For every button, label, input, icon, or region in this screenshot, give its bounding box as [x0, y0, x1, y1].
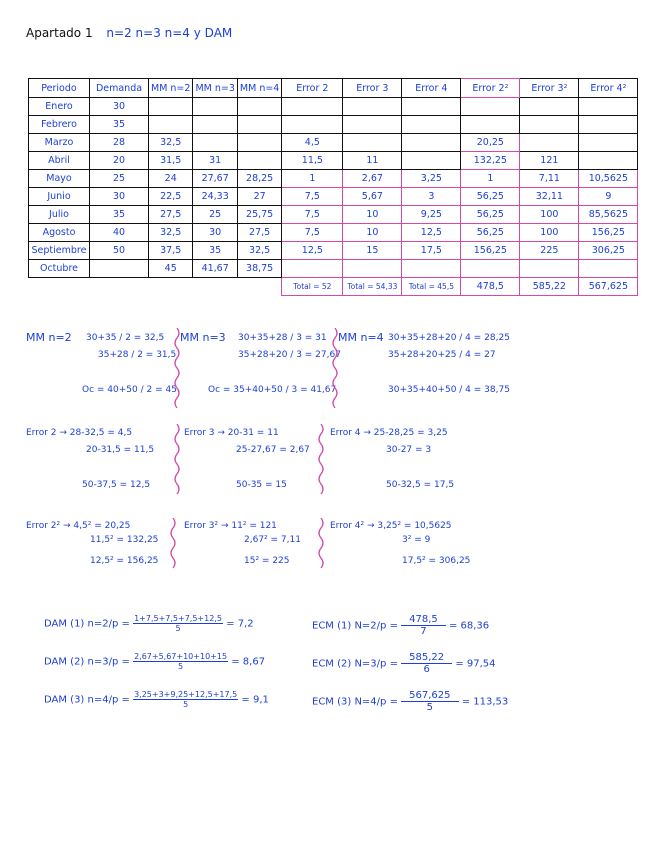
table-cell: 28,25	[237, 170, 281, 188]
period-cell: Octubre	[29, 260, 90, 278]
error3-calc1: 20-31 = 11	[227, 428, 279, 438]
dam-3-result: = 9,1	[241, 694, 269, 706]
table-cell	[461, 116, 520, 134]
mm-n3-line3: Oc = 35+40+50 / 3 = 41,67	[208, 385, 337, 395]
table-cell: 32,5	[149, 134, 193, 152]
mm-n2-label: MM n=2	[26, 331, 72, 344]
table-cell: 31,5	[149, 152, 193, 170]
table-header-cell: MM n=3	[193, 79, 237, 98]
table-cell	[579, 98, 638, 116]
error4-label: Error 4	[330, 428, 361, 438]
table-cell: 32,5	[237, 242, 281, 260]
table-cell	[193, 116, 237, 134]
table-cell: 27	[237, 188, 281, 206]
table-cell: 30	[90, 98, 149, 116]
table-cell: 38,75	[237, 260, 281, 278]
table-cell: 9	[579, 188, 638, 206]
period-cell: Julio	[29, 206, 90, 224]
table-cell	[520, 98, 579, 116]
table-cell: 9,25	[402, 206, 461, 224]
ecm-2	[312, 652, 496, 675]
table-cell	[193, 98, 237, 116]
table-cell	[343, 98, 402, 116]
table-cell	[193, 134, 237, 152]
square4-calc1: 3,25² = 10,5625	[377, 521, 452, 531]
dam-2-numerator: 2,67+5,67+10+10+15	[134, 652, 228, 661]
table-cell: 7,5	[282, 188, 343, 206]
total-cell: Total = 54,33	[343, 278, 402, 296]
dam-2-denominator: 5	[178, 662, 184, 671]
table-cell: 225	[520, 242, 579, 260]
table-cell: 10	[343, 224, 402, 242]
period-cell: Septiembre	[29, 242, 90, 260]
totals-spacer	[29, 278, 282, 296]
table-cell: 30	[193, 224, 237, 242]
error3-line3: 50-35 = 15	[236, 480, 287, 490]
ecm-1-denominator: 7	[420, 626, 427, 637]
total-cell: 567,625	[579, 278, 638, 296]
mm-n4-block	[338, 332, 510, 396]
period-cell: Mayo	[29, 170, 90, 188]
table-cell	[579, 260, 638, 278]
table-cell	[343, 134, 402, 152]
square2-block	[26, 521, 158, 567]
table-cell: 17,5	[402, 242, 461, 260]
table-cell	[149, 116, 193, 134]
dam-1-denominator: 5	[175, 624, 181, 633]
table-cell: 12,5	[282, 242, 343, 260]
table-header-cell: Error 3²	[520, 79, 579, 98]
table-cell: 41,67	[193, 260, 237, 278]
mm-n3-line2: 35+28+20 / 3 = 27,67	[238, 350, 341, 360]
square4-line3: 17,5² = 306,25	[402, 556, 471, 566]
ecm-2-fraction	[401, 652, 452, 675]
total-cell: Total = 45,5	[402, 278, 461, 296]
table-cell	[402, 116, 461, 134]
table-cell: 156,25	[461, 242, 520, 260]
table-cell: 306,25	[579, 242, 638, 260]
title-sub: n=2 n=3 n=4 y DAM	[106, 26, 233, 40]
table-row	[29, 98, 638, 116]
mm-n2-line1: 30+35 / 2 = 32,5	[86, 333, 165, 343]
error2-calc1: 28-32,5 = 4,5	[69, 428, 133, 438]
square4-line2: 3² = 9	[402, 535, 431, 545]
table-row	[29, 116, 638, 134]
table-cell: 11	[343, 152, 402, 170]
table-cell	[461, 98, 520, 116]
square2-line1: Error 2² → 4,5² = 20,25	[26, 521, 131, 531]
square2-line3: 12,5² = 156,25	[90, 556, 159, 566]
divider-squiggle	[316, 424, 326, 498]
table-cell: 25	[193, 206, 237, 224]
table-cell	[520, 116, 579, 134]
dam-3-denominator: 5	[183, 700, 189, 709]
dam-3-fraction	[133, 690, 238, 709]
table-cell: 100	[520, 206, 579, 224]
error4-block	[330, 428, 454, 491]
table-cell: 31	[193, 152, 237, 170]
error2-block	[26, 428, 154, 491]
square3-block	[184, 521, 301, 567]
error4-line1: Error 4 → 25-28,25 = 3,25	[330, 428, 448, 438]
table-cell	[520, 260, 579, 278]
dam-3-numerator: 3,25+3+9,25+12,5+17,5	[134, 690, 238, 699]
error2-line3: 50-37,5 = 12,5	[82, 480, 151, 490]
table-header-cell: Demanda	[90, 79, 149, 98]
table-cell: 15	[343, 242, 402, 260]
dam-1	[44, 614, 254, 633]
table-cell: 5,67	[343, 188, 402, 206]
table-cell: 25,75	[237, 206, 281, 224]
table-cell: 27,5	[149, 206, 193, 224]
error2-line2: 20-31,5 = 11,5	[86, 445, 155, 455]
table-cell	[282, 98, 343, 116]
table-cell	[579, 152, 638, 170]
period-cell: Enero	[29, 98, 90, 116]
dam-2-fraction	[133, 652, 228, 671]
title-main: Apartado 1	[26, 26, 93, 40]
table-header-cell: Error 2	[282, 79, 343, 98]
table-cell: 7,5	[282, 206, 343, 224]
table-cell	[237, 134, 281, 152]
table-cell: 1	[461, 170, 520, 188]
table-header-cell: Error 3	[343, 79, 402, 98]
table-cell	[282, 260, 343, 278]
mm-n3-line1: 30+35+28 / 3 = 31	[238, 333, 327, 343]
error3-line1: Error 3 → 20-31 = 11	[184, 428, 279, 438]
square3-line3: 15² = 225	[244, 556, 290, 566]
mm-n2-block	[26, 332, 177, 396]
table-cell: 7,5	[282, 224, 343, 242]
mm-n4-label: MM n=4	[338, 331, 384, 344]
table-header-cell: MM n=4	[237, 79, 281, 98]
error3-label: Error 3	[184, 428, 215, 438]
table-cell: 35	[90, 116, 149, 134]
dam-2-label: DAM (2) n=3/p =	[44, 656, 130, 668]
total-cell: 585,22	[520, 278, 579, 296]
mm-n3-label: MM n=3	[180, 331, 226, 344]
ecm-3-fraction	[401, 690, 458, 713]
table-header-cell: Error 4²	[579, 79, 638, 98]
square4-label: Error 4²	[330, 521, 365, 531]
table-cell: 56,25	[461, 206, 520, 224]
table-cell: 10	[343, 206, 402, 224]
mm-n2-line3: Oc = 40+50 / 2 = 45	[82, 385, 177, 395]
mm-n2-line2: 35+28 / 2 = 31,5	[98, 350, 177, 360]
table-cell: 35	[193, 242, 237, 260]
table-cell	[579, 116, 638, 134]
period-cell: Febrero	[29, 116, 90, 134]
square3-line2: 2,67² = 7,11	[244, 535, 301, 545]
mm-n3-block	[180, 332, 341, 396]
table-cell: 1	[282, 170, 343, 188]
ecm-1-label: ECM (1) N=2/p =	[312, 620, 398, 632]
error3-line2: 25-27,67 = 2,67	[236, 445, 310, 455]
table-cell: 4,5	[282, 134, 343, 152]
divider-squiggle	[316, 518, 326, 574]
table-header-cell: Periodo	[29, 79, 90, 98]
table-cell: 156,25	[579, 224, 638, 242]
dam-1-numerator: 1+7,5+7,5+7,5+12,5	[134, 614, 222, 623]
table-cell: 30	[90, 188, 149, 206]
table-row	[29, 188, 638, 206]
error3-block	[184, 428, 310, 491]
table-row	[29, 224, 638, 242]
square3-line1: Error 3² → 11² = 121	[184, 521, 277, 531]
table-cell: 11,5	[282, 152, 343, 170]
dam-3-label: DAM (3) n=4/p =	[44, 694, 130, 706]
mm-n4-line3: 30+35+40+50 / 4 = 38,75	[388, 385, 510, 395]
dam-1-fraction	[133, 614, 223, 633]
table-cell: 32,5	[149, 224, 193, 242]
ecm-3-result: = 113,53	[461, 696, 509, 708]
table-row	[29, 152, 638, 170]
divider-squiggle	[172, 424, 182, 498]
table-cell: 25	[90, 170, 149, 188]
mm-n4-line1: 30+35+28+20 / 4 = 28,25	[388, 333, 510, 343]
ecm-2-result: = 97,54	[455, 658, 496, 670]
table-cell: 24,33	[193, 188, 237, 206]
table-header-row	[29, 79, 638, 98]
square2-line2: 11,5² = 132,25	[90, 535, 159, 545]
ecm-2-numerator: 585,22	[401, 652, 452, 664]
period-cell: Marzo	[29, 134, 90, 152]
table-cell: 7,11	[520, 170, 579, 188]
table-cell: 27,5	[237, 224, 281, 242]
dam-1-result: = 7,2	[226, 618, 254, 630]
ecm-3-numerator: 567,625	[401, 690, 458, 702]
square4-block	[330, 521, 470, 567]
table-cell: 132,25	[461, 152, 520, 170]
ecm-1-fraction	[401, 614, 446, 637]
table-cell	[402, 260, 461, 278]
table-cell	[343, 116, 402, 134]
total-cell: Total = 52	[282, 278, 343, 296]
table-cell: 45	[149, 260, 193, 278]
page-title	[26, 26, 232, 40]
table-cell	[149, 98, 193, 116]
table-cell: 2,67	[343, 170, 402, 188]
table-cell: 20,25	[461, 134, 520, 152]
ecm-3-denominator: 5	[426, 702, 433, 713]
square2-calc1: 4,5² = 20,25	[73, 521, 131, 531]
table-cell	[402, 152, 461, 170]
table-cell: 35	[90, 206, 149, 224]
table-cell: 24	[149, 170, 193, 188]
dam-2	[44, 652, 265, 671]
dam-1-label: DAM (1) n=2/p =	[44, 618, 130, 630]
table-cell: 28	[90, 134, 149, 152]
error4-calc1: 25-28,25 = 3,25	[373, 428, 448, 438]
table-cell	[343, 260, 402, 278]
table-cell: 40	[90, 224, 149, 242]
divider-squiggle	[168, 518, 178, 574]
table-row	[29, 260, 638, 278]
table-cell: 12,5	[402, 224, 461, 242]
table-cell: 32,11	[520, 188, 579, 206]
table-row	[29, 170, 638, 188]
table-cell	[402, 134, 461, 152]
period-cell: Abril	[29, 152, 90, 170]
ecm-3-label: ECM (3) N=4/p =	[312, 696, 398, 708]
square2-label: Error 2²	[26, 521, 61, 531]
ecm-3	[312, 690, 508, 713]
ecm-1	[312, 614, 489, 637]
period-cell: Junio	[29, 188, 90, 206]
table-cell: 100	[520, 224, 579, 242]
forecast-table	[28, 78, 638, 296]
table-cell: 27,67	[193, 170, 237, 188]
table-cell: 56,25	[461, 224, 520, 242]
table-cell: 121	[520, 152, 579, 170]
table-row	[29, 134, 638, 152]
table-cell	[402, 98, 461, 116]
totals-row	[29, 278, 638, 296]
period-cell: Agosto	[29, 224, 90, 242]
table-cell: 10,5625	[579, 170, 638, 188]
error2-label: Error 2	[26, 428, 57, 438]
error4-line2: 30-27 = 3	[386, 445, 432, 455]
dam-3	[44, 690, 269, 709]
table-cell	[282, 116, 343, 134]
table-cell: 56,25	[461, 188, 520, 206]
ecm-1-result: = 68,36	[448, 620, 490, 632]
error2-line1: Error 2 → 28-32,5 = 4,5	[26, 428, 133, 438]
error4-line3: 50-32,5 = 17,5	[386, 480, 455, 490]
square4-line1: Error 4² → 3,25² = 10,5625	[330, 521, 452, 531]
table-cell: 37,5	[149, 242, 193, 260]
table-cell	[237, 116, 281, 134]
table-cell	[237, 152, 281, 170]
table-cell: 3,25	[402, 170, 461, 188]
mm-n4-line2: 35+28+20+25 / 4 = 27	[388, 350, 496, 360]
table-header-cell: MM n=2	[149, 79, 193, 98]
table-cell	[461, 260, 520, 278]
table-cell: 3	[402, 188, 461, 206]
table-header-cell: Error 4	[402, 79, 461, 98]
table-row	[29, 242, 638, 260]
table-cell	[579, 134, 638, 152]
square3-label: Error 3²	[184, 521, 219, 531]
table-row	[29, 206, 638, 224]
square3-calc1: 11² = 121	[231, 521, 277, 531]
ecm-1-numerator: 478,5	[401, 614, 446, 626]
table-cell: 22,5	[149, 188, 193, 206]
ecm-2-label: ECM (2) N=3/p =	[312, 658, 398, 670]
table-header-cell: Error 2²	[461, 79, 520, 98]
table-cell: 50	[90, 242, 149, 260]
table-cell	[90, 260, 149, 278]
table-cell: 85,5625	[579, 206, 638, 224]
dam-2-result: = 8,67	[231, 656, 266, 668]
ecm-2-denominator: 6	[423, 664, 430, 675]
total-cell: 478,5	[461, 278, 520, 296]
table-cell: 20	[90, 152, 149, 170]
table-cell	[237, 98, 281, 116]
table-cell	[520, 134, 579, 152]
